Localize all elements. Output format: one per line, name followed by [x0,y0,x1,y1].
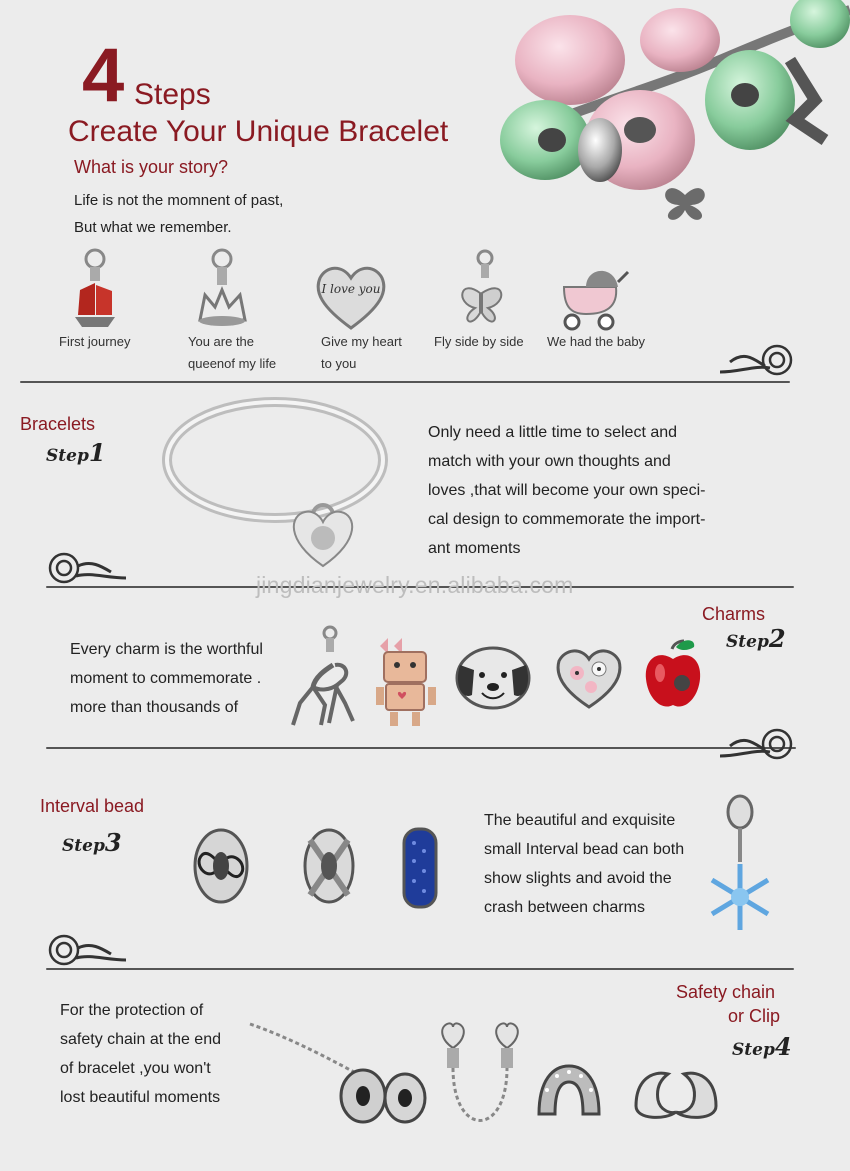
red-apple-charm-icon [640,635,706,715]
horse-charm-icon [285,625,360,730]
step4-text-line: safety chain at the end [60,1031,221,1048]
step4-tag [732,1032,792,1061]
step2-tag-num: 2 [768,624,786,653]
step1-tag-num: 1 [88,438,106,467]
step2-text-line: Every charm is the worthful [70,641,263,658]
butterfly-charm-icon [450,248,510,333]
snake-chain-bracelet-image [155,390,395,570]
section-divider-3 [46,747,796,749]
story-line-1: Life is not the momnent of past, [74,192,284,209]
story-caption-2: You are the queenof my life [188,334,277,371]
crossover-spacer-bead-icon [300,825,358,907]
story-question: What is your story? [74,157,229,177]
step1-text-line: match with your own thoughts and [428,453,671,470]
step2-tag-word: Step [726,632,769,652]
step1-text-line: cal design to commemorate the import- [428,511,706,528]
snowflake-charm-icon [704,792,776,934]
step1-tag [46,438,106,467]
junk-ship-charm-icon [70,245,120,335]
step1-label: Bracelets [20,414,96,434]
step4-label-line1: Safety chain [676,982,776,1002]
step4-tag-num: 4 [774,1032,792,1061]
step1-text-line: ant moments [428,540,521,557]
story-line-2: But what we remember. [74,219,232,236]
section-divider-1 [20,381,790,383]
step1-text-line: loves ,that will become your own speci- [428,482,706,499]
step2-text [70,635,263,722]
step3-tag [62,828,122,857]
step3-label: Interval bead [40,796,145,816]
step2-label: Charms [702,604,766,624]
crown-charm-icon [195,245,250,330]
baby-carriage-charm-icon [556,262,634,332]
heart-safety-chain-icon [435,1018,525,1158]
step3-text-line: small Interval bead can both [484,841,685,858]
step3-text-line: crash between charms [484,899,645,916]
section-divider-4 [46,968,794,970]
step4-tag-word: Step [732,1040,775,1060]
swirl-ornament-icon [46,548,131,588]
dog-face-charm-icon [452,645,534,711]
step3-tag-num: 3 [104,828,122,857]
step3-text [484,806,684,922]
step1-tag-word: Step [46,446,89,466]
heart-engraving: I love you [321,282,381,296]
infinity-spacer-bead-icon [190,825,252,907]
swirl-ornament-icon [715,340,795,380]
step4-text-line: lost beautiful moments [60,1089,221,1106]
step3-text-line: show slights and avoid the [484,870,672,887]
swirl-ornament-icon [46,930,131,970]
step2-text-line: moment to commemorate . [70,670,262,687]
step4-text [60,996,221,1112]
story-caption-5: We had the baby [547,334,646,349]
step2-tag [726,624,786,653]
story-caption-3: Give my heart to you [321,334,402,371]
step3-text-line: The beautiful and exquisite [484,812,676,829]
step2-text-line: more than thousands of [70,699,239,716]
blue-pave-spacer-bead-icon [400,825,440,911]
story-caption-1: First journey [59,334,131,349]
flower-heart-charm-icon [553,645,625,711]
watermark: jingdianjewelry.en.alibaba.com [256,572,574,598]
step1-text-line: Only need a little time to select and [428,424,678,441]
i-love-you-heart-charm-icon [312,262,390,332]
title-steps-word: Steps [134,78,211,111]
pave-clip-bead-icon [533,1060,605,1120]
robot-charm-icon [372,632,440,730]
safety-chain-beads-icon [245,1016,430,1126]
swirl-ornament-icon [715,724,795,764]
step4-text-line: For the protection of [60,1002,204,1019]
step1-text [428,418,705,563]
hero-bracelet-image [490,0,850,250]
plain-clip-bead-icon [630,1066,722,1120]
title-step-count: 4 [82,33,125,118]
story-caption-4: Fly side by side [434,334,524,349]
page-title: Create Your Unique Bracelet [68,115,449,148]
step4-text-line: of bracelet ,you won't [60,1060,211,1077]
step4-label-line2: or Clip [728,1006,781,1026]
step3-tag-word: Step [62,836,105,856]
